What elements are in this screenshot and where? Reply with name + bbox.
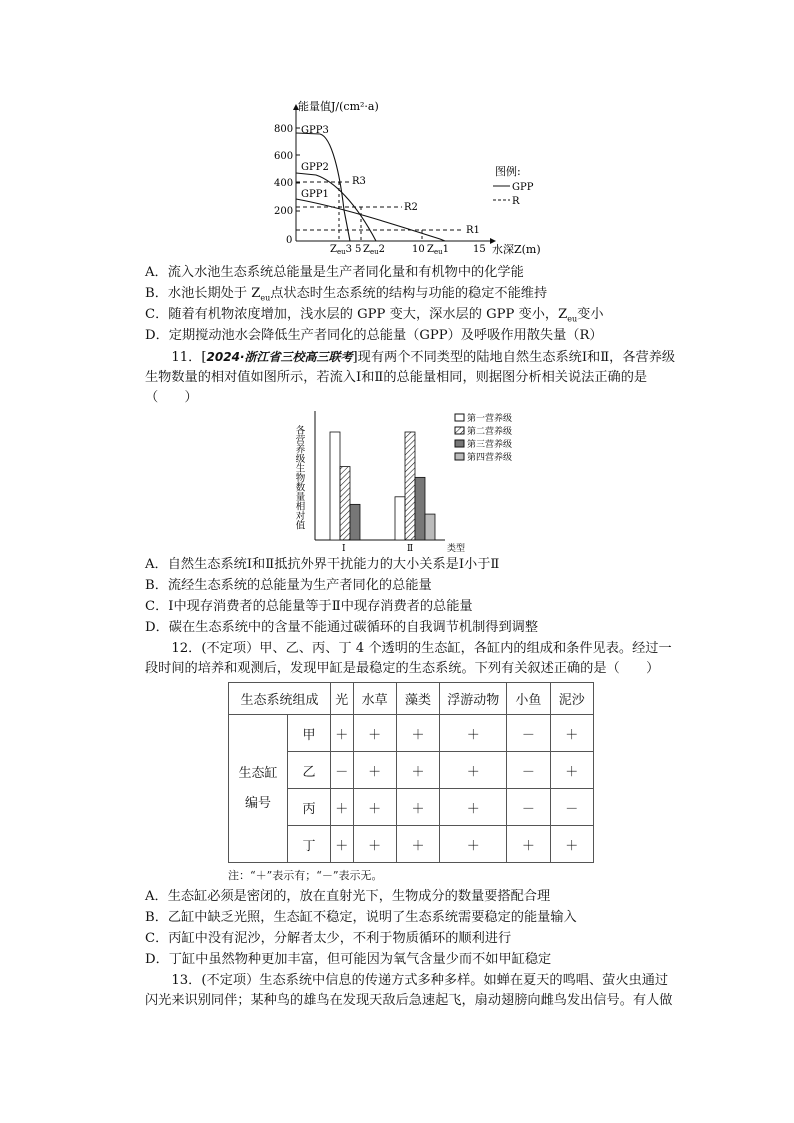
table-cell: ＋ [353,715,396,752]
q11-option-a: A．自然生态系统Ⅰ和Ⅱ抵抗外界干扰能力的大小关系是Ⅰ小于Ⅱ [145,557,500,572]
row-name: 丙 [288,789,331,826]
bar-1-level-2 [340,467,350,540]
zeu1-label: $Z_{eu}1$ [427,244,449,256]
q10-option-d: D．定期搅动池水会降低生产者同化的总能量（GPP）及呼吸作用散失量（R） [145,328,603,343]
table-cell: － [507,715,550,752]
row-name: 乙 [288,752,331,789]
bar-xlabel: 类型 [447,544,466,554]
table-cell: ＋ [331,826,354,863]
table-header-cell: 生态系统组成 [229,683,331,715]
gpp2-label: GPP2 [301,162,329,173]
table-cell: ＋ [550,752,593,789]
table-cell: ＋ [550,826,593,863]
table-cell: － [507,789,550,826]
r1-label: R1 [466,225,480,236]
table-header-cell: 水草 [353,683,396,715]
row-group-label: 生态缸 编号 [229,715,288,863]
q12-stem: 12．(不定项）甲、乙、丙、丁 4 个透明的生态缸，各缸内的组成和条件见表。经过一段时间的培养和观测后，发现甲缸是最稳定的生态系统。下列有关叙述正确的是（ ） [145,641,672,676]
table-cell: ＋ [396,826,439,863]
q11-option-d: D．碳在生态系统中的含量不能通过碳循环的自我调节机制得到调整 [145,620,539,635]
table-header-cell: 泥沙 [550,683,593,715]
table-cell: ＋ [507,826,550,863]
table-cell: ＋ [550,715,593,752]
legend-r: R [512,196,520,207]
gpp3-label: GPP3 [301,125,329,136]
table-cell: ＋ [440,789,507,826]
bar-2-level-4 [425,514,435,540]
table-cell: ＋ [353,752,396,789]
row-name: 丁 [288,826,331,863]
table-cell: ＋ [440,715,507,752]
table-cell: ＋ [331,715,354,752]
table-row [229,715,594,752]
y-axis-label: 能量值J/(cm²·a) [298,100,379,113]
q11-option-c: C．Ⅰ中现存消费者的总能量等于Ⅱ中现存消费者的总能量 [145,599,473,614]
bar-2-level-1 [395,497,405,540]
r3-label: R3 [352,176,366,187]
gpp1-curve [296,199,445,241]
q13-stem: 13．(不定项）生态系统中信息的传递方式多种多样。如蝉在夏天的鸣唱、萤火虫通过闪光来识别同伴；某种鸟的雄鸟在发现天敌后急速起飞，扇动翅膀向雌鸟发出信号。有人做 [145,973,673,1008]
q11-stem: 11．[2024·浙江省三校高三联考]现有两个不同类型的陆地自然生态系统Ⅰ和Ⅱ，各营养级生物数量的相对值如图所示，若流入Ⅰ和Ⅱ的总能量相同，则据图分析相关说法正确的是（ ） [145,350,676,405]
legend-level-1: 第一营养级 [467,414,513,424]
trophic-bar-chart [285,405,535,555]
zeu2-label: $Z_{eu}2$ [363,244,385,256]
table-cell: ＋ [396,789,439,826]
q10-option-c: C．随着有机物浓度增加，浅水层的 GPP 变大，深水层的 GPP 变小，$Z_{eu}$变小 [145,307,604,324]
table-cell: ＋ [353,826,396,863]
table-cell: ＋ [396,715,439,752]
x-tick: 15 [473,244,486,255]
q11-option-b: B．流经生态系统的总能量为生产者同化的总能量 [145,578,432,593]
cat-label-2: Ⅱ [407,544,414,554]
bar-2-level-2 [405,432,415,540]
q12-option-a: A．生态缸必须是密闭的，放在直射光下，生物成分的数量要搭配合理 [145,889,551,904]
table-header-row [229,683,594,715]
r2-label: R2 [404,202,418,213]
row-name: 甲 [288,715,331,752]
y-tick: 800 [274,124,294,135]
table-cell: ＋ [353,789,396,826]
legend-level-3: 第三营养级 [467,440,513,450]
table-note: 注：“＋”表示有；“－”表示无。 [228,869,383,882]
legend-title: 图例: [495,165,521,178]
legend-level-4: 第四营养级 [467,453,513,463]
bar-1-level-3 [350,504,360,540]
table-header-cell: 藻类 [396,683,439,715]
table-cell: － [507,752,550,789]
table-header-cell: 光 [331,683,354,715]
ecosystem-table [228,682,594,863]
x-tick: 5 [355,244,362,255]
table-cell: ＋ [396,752,439,789]
table-cell: － [550,789,593,826]
y-tick: 200 [274,206,294,217]
gpp1-label: GPP1 [301,189,329,200]
energy-depth-chart [270,95,570,260]
q12-option-c: C．丙缸中没有泥沙，分解者太少，不利于物质循环的顺利进行 [145,931,512,946]
bar-2-level-3 [415,477,425,540]
zeu3-label: $Z_{eu}3$ [330,244,352,256]
q12-option-d: D．丁缸中虽然物种更加丰富，但可能因为氧气含量少而不如甲缸稳定 [145,952,552,967]
legend-gpp: GPP [512,182,534,193]
cat-label-1: Ⅰ [342,544,346,554]
table-cell: ＋ [331,789,354,826]
y-tick: 0 [286,235,293,246]
table-cell: ＋ [440,826,507,863]
q10-option-b: B．水池长期处于 $Z_{eu}$点状态时生态系统的结构与功能的稳定不能维持 [145,286,548,303]
q10-option-a: A．流入水池生态系统总能量是生产者同化量和有机物中的化学能 [145,265,524,280]
q11-source: 2024·浙江省三校高三联考 [206,350,353,364]
bar-ylabel: 各营养级生物数量相对值 [293,425,305,530]
bar-1-level-1 [330,432,340,540]
table-header-cell: 小鱼 [507,683,550,715]
gpp3-curve [296,133,350,241]
table-header-cell: 浮游动物 [440,683,507,715]
legend-level-2: 第二营养级 [467,427,513,437]
q12-option-b: B．乙缸中缺乏光照，生态缸不稳定，说明了生态系统需要稳定的能量输入 [145,910,577,925]
y-tick: 600 [274,151,294,162]
table-cell: ＋ [440,752,507,789]
y-tick: 400 [274,178,294,189]
x-axis-label: 水深Z(m) [492,243,541,256]
table-cell: － [331,752,354,789]
x-tick: 10 [412,244,425,255]
